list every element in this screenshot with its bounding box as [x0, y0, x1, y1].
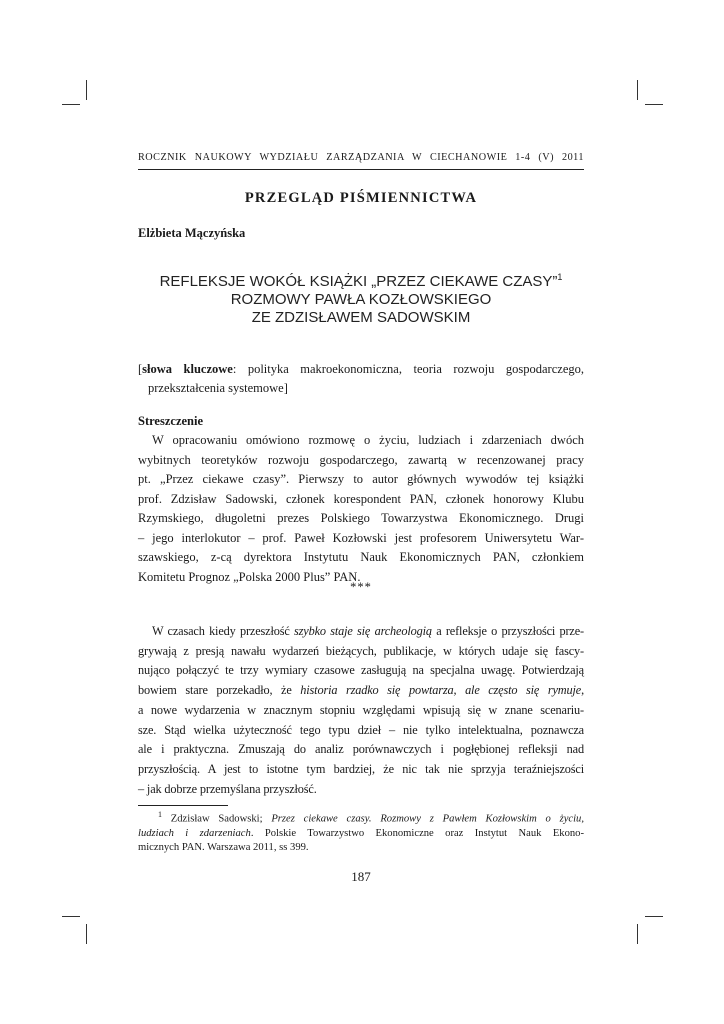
article-title-line-3: ZE ZDZISŁAWEM SADOWSKIM	[251, 309, 471, 326]
page-number: 187	[351, 869, 371, 884]
abstract-line: Komitetu Prognoz „Polska 2000 Plus” PAN.	[138, 569, 361, 584]
body-line	[138, 622, 584, 642]
abstract-line: pt. „Przez ciekawe czasy”. Pierwszy to autor głównych wywodów tej książki	[138, 472, 584, 486]
article-title-text: REFLEKSJE WOKÓŁ KSIĄŻKI „PRZEZ CIEKAWE CZASY”	[159, 273, 558, 290]
body-text: ,	[581, 683, 584, 698]
body-line: ale i praktyczna. Zmuszają do analiz porównawczych i pogłębionej refleksji nad	[138, 742, 584, 757]
abstract-line: – jego interlokutor – prof. Paweł Kozłowski jest profesorem Uniwersytetu War-	[138, 530, 584, 545]
keywords-line: przekształcenia systemowe]	[148, 381, 288, 395]
crop-mark	[62, 104, 80, 105]
crop-mark	[86, 924, 87, 944]
body-line: nująco połączyć te trzy wymiary czasowe zasługują na specjalna uwagę. Potwierdzają	[138, 663, 584, 678]
footnote-line	[138, 827, 584, 841]
footnote-reference[interactable]: 1	[557, 272, 563, 282]
bracket: [	[138, 362, 143, 376]
header-rule	[138, 169, 584, 170]
section-title: PRZEGLĄD PIŚMIENNICTWA	[244, 190, 478, 206]
abstract-line: wybitnych teoretyków rozwoju gospodarczego, zawartą w recenzowanej pracy	[138, 452, 584, 467]
footnote-text: . Polskie Towarzystwo Ekonomiczne oraz Instytut Nauk Ekono-	[250, 827, 585, 839]
crop-mark	[645, 104, 663, 105]
body-emphasis: szybko staje się archeologią	[294, 624, 432, 638]
keywords	[138, 360, 584, 398]
footnote-emphasis: ludziach i zdarzeniach	[138, 827, 251, 839]
section-separator: ***	[350, 580, 372, 594]
body-paragraph	[138, 622, 584, 799]
footnote-text: Zdzisław Sadowski;	[162, 813, 272, 825]
body-line: przyszłością. A jest to istotne tym bardziej, że nic tak nie sprzyja teraźniejszości	[138, 761, 584, 776]
footnote-rule	[138, 805, 228, 806]
abstract-line: szawskiego, z-cą dyrektora Instytutu Nauk Ekonomicznych PAN, członkiem	[138, 550, 584, 564]
article-title-line-1	[138, 273, 584, 291]
crop-mark	[86, 80, 87, 100]
abstract-heading: Streszczenie	[138, 414, 204, 428]
abstract-line: prof. Zdzisław Sadowski, członek korespondent PAN, członek honorowy Klubu	[138, 491, 584, 506]
body-text: bowiem stare porzekadło, że	[138, 683, 301, 698]
body-line: sze. Stąd wielka użyteczność tego typu dzieł – nie tylko intelektualna, poznawcza	[138, 722, 584, 737]
footnote-line	[138, 808, 584, 827]
author-name: Elżbieta Mączyńska	[138, 226, 246, 240]
footnote-number: 1	[158, 810, 162, 819]
running-header: ROCZNIK NAUKOWY WYDZIAŁU ZARZĄDZANIA W CIECHANOWIE 1-4 (V) 2011	[138, 152, 584, 163]
body-text: W czasach kiedy przeszłość	[152, 624, 295, 638]
keywords-text: : polityka makroekonomiczna, teoria rozwoju gospodarczego,	[232, 362, 584, 376]
body-line: – jak dobrze przemyślana przyszłość.	[138, 781, 317, 796]
body-line: grywają z presją nawału wydarzeń bieżących, publikacje, w których udaje się fascy-	[138, 643, 584, 658]
body-line	[138, 681, 584, 701]
article-title-line-2: ROZMOWY PAWŁA KOZŁOWSKIEGO	[230, 291, 492, 308]
crop-mark	[637, 924, 638, 944]
body-emphasis: historia rzadko się powtarza, ale często się rymuje	[300, 683, 582, 698]
body-line: a nowe wydarzenia w znacznym stopniu względami wpisują się w znane scenariu-	[138, 702, 584, 717]
abstract-line: Rzymskiego, długoletni prezes Polskiego Towarzystwa Ekonomicznego. Drugi	[138, 511, 584, 525]
keywords-label: słowa kluczowe	[142, 362, 233, 376]
crop-mark	[62, 916, 80, 917]
crop-mark	[645, 916, 663, 917]
abstract-line: W opracowaniu omówiono rozmowę o życiu, ludziach i zdarzeniach dwóch	[152, 433, 584, 447]
footnote	[138, 808, 584, 855]
article-title	[138, 273, 584, 327]
footnote-emphasis: Przez ciekawe czasy. Rozmowy z Pawłem Kozłowskim o życiu,	[271, 813, 585, 825]
crop-mark	[637, 80, 638, 100]
footnote-line: micznych PAN. Warszawa 2011, ss 399.	[138, 841, 309, 853]
abstract-body	[138, 431, 584, 587]
keywords-line	[138, 360, 584, 379]
body-text: a refleksje o przyszłości prze-	[431, 624, 584, 638]
